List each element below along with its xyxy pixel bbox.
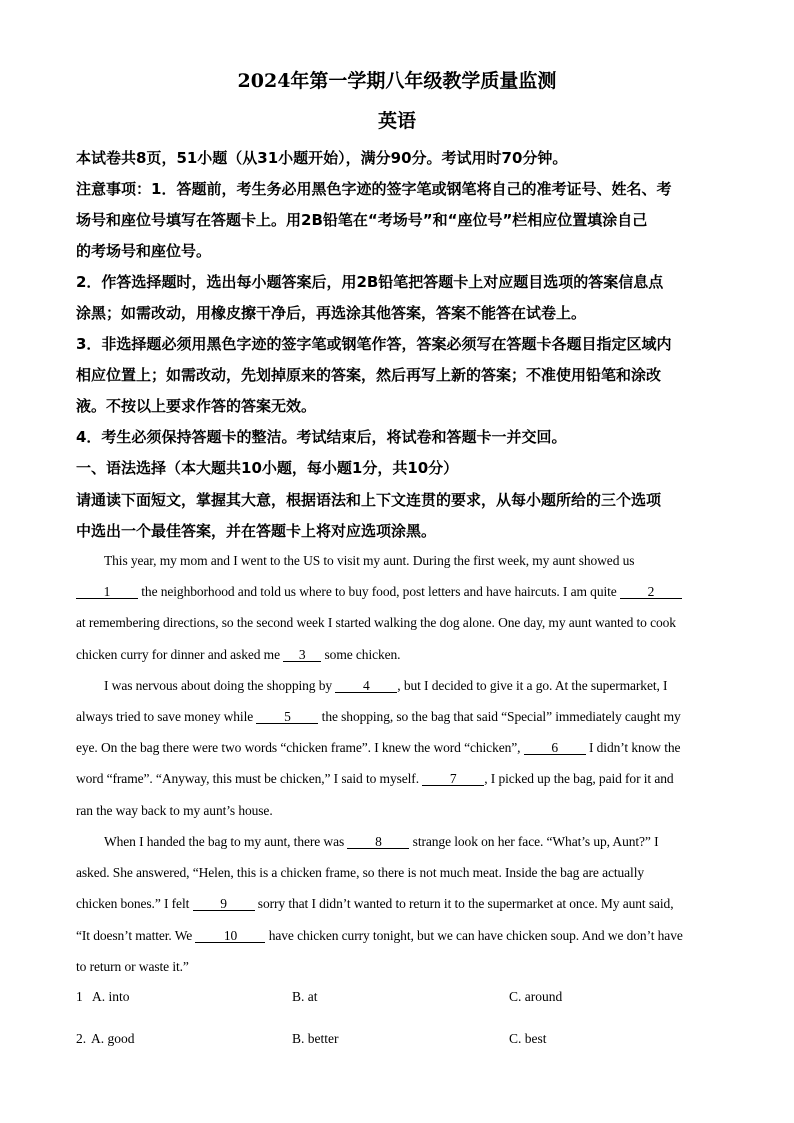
notes-line: 涂黑；如需改动，用橡皮擦干净后，再选涂其他答案，答案不能答在试卷上。 bbox=[76, 304, 587, 322]
passage-line: at remembering directions, so the second week I started walking the dog alone. One day, my aunt wanted to cook bbox=[76, 615, 676, 630]
section-direction: 中选出一个最佳答案，并在答题卡上将对应选项涂黑。 bbox=[76, 522, 437, 540]
section-direction: 请通读下面短文，掌握其大意，根据语法和上下文连贯的要求，从每小题所给的三个选项 bbox=[76, 491, 662, 509]
passage-line: “It doesn’t matter. We 10 have chicken curry tonight, but we can have chicken soup. And we don’t have bbox=[76, 928, 683, 943]
question-number: 1 bbox=[76, 989, 83, 1004]
section-heading: 一、语法选择（本大题共10小题，每小题1分，共10分） bbox=[76, 459, 459, 477]
option-c[interactable]: C. around bbox=[509, 989, 563, 1004]
exam-intro: 本试卷共8页，51小题（从31小题开始），满分90分。考试用时70分钟。 bbox=[76, 149, 568, 167]
subject-title: 英语 bbox=[377, 110, 416, 132]
passage-line: This year, my mom and I went to the US to visit my aunt. During the first week, my aunt showed us bbox=[104, 553, 635, 568]
answer-blank: 1 bbox=[76, 585, 138, 599]
notes-line: 液。不按以上要求作答的答案无效。 bbox=[76, 397, 317, 415]
notes-line: 相应位置上；如需改动，先划掉原来的答案，然后再写上新的答案；不准使用铅笔和涂改 bbox=[76, 366, 662, 384]
notes-line: 2．作答选择题时，选出每小题答案后，用2B铅笔把答题卡上对应题目选项的答案信息点 bbox=[76, 273, 664, 291]
answer-blank: 7 bbox=[422, 772, 484, 786]
answer-blank: 5 bbox=[256, 710, 318, 724]
passage-line: When I handed the bag to my aunt, there was 8 strange look on her face. “What’s up, Aunt?” I bbox=[104, 834, 659, 849]
passage-line: chicken curry for dinner and asked me 3 some chicken. bbox=[76, 647, 401, 662]
notes-line: 4．考生必须保持答题卡的整洁。考试结束后，将试卷和答题卡一并交回。 bbox=[76, 428, 567, 446]
option-a[interactable]: A. into bbox=[92, 989, 130, 1004]
passage-line: I was nervous about doing the shopping by 4 , but I decided to give it a go. At the supermarket, I bbox=[104, 678, 668, 693]
notes-line: 3．非选择题必须用黑色字迹的签字笔或钢笔作答，答案必须写在答题卡各题目指定区域内 bbox=[76, 335, 672, 353]
answer-blank: 10 bbox=[195, 929, 265, 943]
question-number: 2. bbox=[76, 1031, 87, 1046]
passage-line: word “frame”. “Anyway, this must be chicken,” I said to myself. 7 , I picked up the bag, paid for it and bbox=[76, 771, 674, 786]
answer-blank: 8 bbox=[347, 835, 409, 849]
answer-blank: 6 bbox=[524, 741, 586, 755]
option-b[interactable]: B. at bbox=[292, 989, 318, 1004]
notes-line: 场号和座位号填写在答题卡上。用2B铅笔在“考场号”和“座位号”栏相应位置填涂自己 bbox=[76, 211, 648, 229]
passage-line: always tried to save money while 5 the shopping, so the bag that said “Special” immediately caught my bbox=[76, 709, 681, 724]
option-c[interactable]: C. best bbox=[509, 1031, 547, 1046]
option-b[interactable]: B. better bbox=[292, 1031, 339, 1046]
answer-blank: 4 bbox=[335, 679, 397, 693]
notes-line: 的考场号和座位号。 bbox=[76, 242, 212, 260]
exam-title: 2024年第一学期八年级教学质量监测 bbox=[237, 70, 557, 92]
option-a[interactable]: A. good bbox=[91, 1031, 135, 1046]
passage-line: ran the way back to my aunt’s house. bbox=[76, 803, 273, 818]
notes-line: 注意事项：1．答题前，考生务必用黑色字迹的签字笔或钢笔将自己的准考证号、姓名、考 bbox=[76, 180, 672, 198]
answer-blank: 3 bbox=[283, 648, 321, 662]
passage-line: asked. She answered, “Helen, this is a chicken frame, so there is not much meat. Inside the bag are actually bbox=[76, 865, 644, 880]
answer-blank: 2 bbox=[620, 585, 682, 599]
passage-line: eye. On the bag there were two words “chicken frame”. I knew the word “chicken”, 6 I didn’t know the bbox=[76, 740, 681, 755]
passage-line: to return or waste it.” bbox=[76, 959, 189, 974]
passage-line: chicken bones.” I felt 9 sorry that I didn’t wanted to return it to the supermarket at once. My aunt said, bbox=[76, 896, 674, 911]
passage-line: 1 the neighborhood and told us where to buy food, post letters and have haircuts. I am quite 2 bbox=[76, 584, 682, 600]
answer-blank: 9 bbox=[193, 897, 255, 911]
